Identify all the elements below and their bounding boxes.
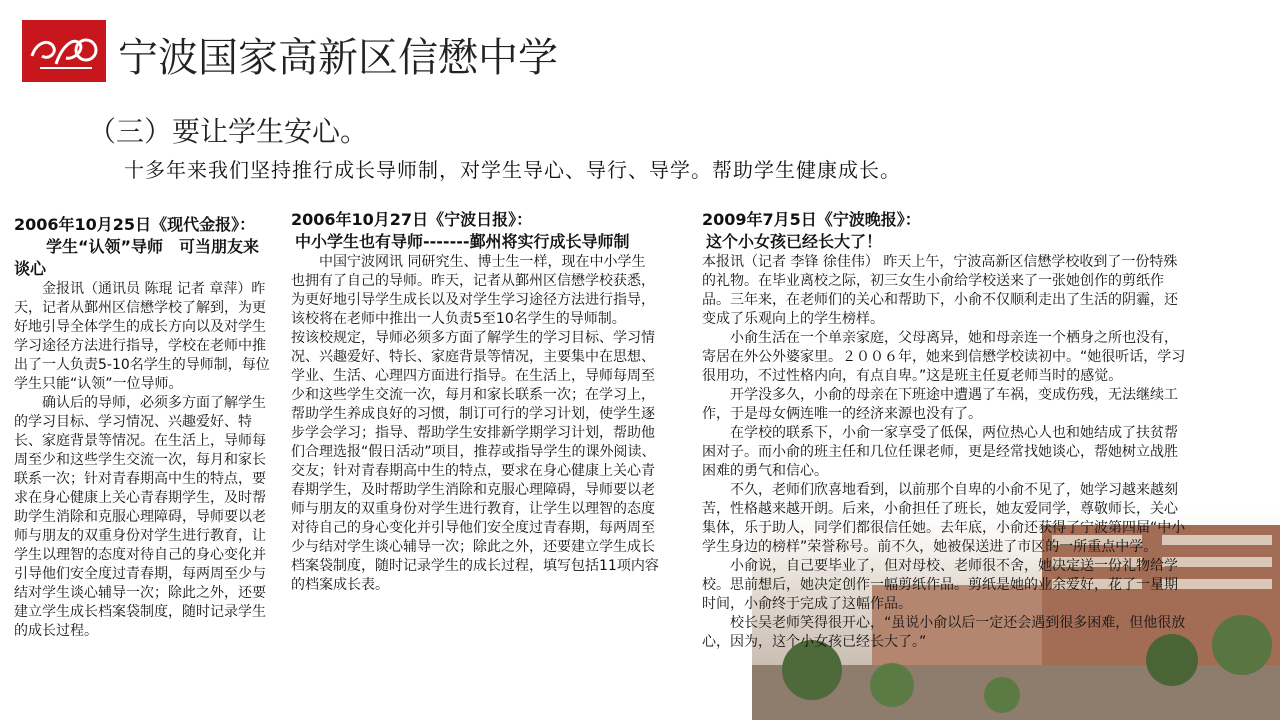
- article-xiandai-jinbao: [14, 214, 274, 720]
- section-title: （三）要让学生安心。: [88, 115, 369, 148]
- article-headline: 这个小女孩已经长大了！: [706, 232, 883, 251]
- school-name: 宁波国家高新区信懋中学: [118, 35, 558, 81]
- article-paragraph: 不久，老师们欣喜地看到，以前那个自卑的小俞不见了，她学习越来越刻苦，性格越来越开朗。后来，小俞担任了班长，她友爱同学，尊敬师长，关心集体，乐于助人，同学们都很信任她。去年底，小俞还获得了宁波第四届“中小学生身边的榜样”荣誉称号。前不久，她被保送进了市区的一所重点中学。: [702, 482, 1186, 555]
- section-subtitle: 十多年来我们坚持推行成长导师制，对学生导心、导行、导学。帮助学生健康成长。: [124, 158, 901, 182]
- article-paragraph: 小俞说，自己要毕业了，但对母校、老师很不舍，她决定送一份礼物给学校。思前想后，她决定创作一幅剪纸作品。剪纸是她的业余爱好，花了一星期时间，小俞终于完成了这幅作品。: [702, 558, 1178, 612]
- article-paragraph: 金报讯（通讯员 陈琨 记者 章萍）昨天，记者从鄞州区信懋学校了解到，为更好地引导全体学生的成长方向以及对学生学习途径方法进行指导，学校在老师中推出了一人负责5-10名学生的导师制，每位学生只能“认领”一位导师。: [14, 281, 270, 392]
- article-paragraph: 确认后的导师，必须多方面了解学生的学习目标、学习情况、兴趣爱好、特长、家庭背景等情况。在生活上，导师每周至少和这些学生交流一次，每月和家长联系一次；针对青春期高中生的特点，要求在身心健康上关心青春期学生，及时帮助学生消除和克服心理障碍，导师要以老师与朋友的双重身份对学生进行教育，让学生以理智的态度对待自己的身心变化并引导他们安全度过青春期，每两周至少与结对学生谈心辅导一次；除此之外，还要建立学生成长档案袋制度，随时记录学生的成长过程。: [14, 395, 266, 639]
- article-paragraph: 按该校规定，导师必须多方面了解学生的学习目标、学习情况、兴趣爱好、特长、家庭背景等情况，主要集中在思想、学业、生活、心理四方面进行指导。在生活上，导师每周至少和这些学生交流一次，每月和家长联系一次；在学习上，帮助学生养成良好的习惯，制订可行的学习计划，使学生逐步学会学习；指导、帮助学生安排新学期学习计划，帮助他们合理选报“假日活动”项目，推荐或指导学生的课外阅读、交友；针对青春期高中生的特点，要求在身心健康上关心青春期学生，及时帮助学生消除和克服心理障碍，导师要以老师与朋友的双重身份对学生进行教育，让学生以理智的态度对待自己的身心变化并引导他们安全度过青春期，每两周至少与结对学生谈心辅导一次；除此之外，还要建立学生成长档案袋制度，随时记录学生的成长过程，填写包括11项内容的档案成长表。: [291, 330, 659, 593]
- article-paragraph: 在学校的联系下，小俞一家享受了低保，两位热心人也和她结成了扶贫帮困对子。而小俞的班主任和几位任课老师，更是经常找她谈心，帮她树立战胜困难的勇气和信心。: [702, 425, 1178, 479]
- article-headline: 中小学生也有导师-------鄞州将实行成长导师制: [295, 232, 630, 251]
- article-source: 2009年7月5日《宁波晚报》：: [702, 210, 921, 229]
- article-paragraph: 本报讯（记者 李锋 徐佳伟） 昨天上午，宁波高新区信懋学校收到了一份特殊的礼物。在毕业离校之际，初三女生小俞给学校送来了一张她创作的剪纸作品。三年来，在老师们的关心和帮助下，小俞不仅顺利走出了生活的阴霾，还变成了乐观向上的学生榜样。: [702, 254, 1178, 327]
- article-ningbo-wanbao: [702, 209, 1190, 652]
- article-paragraph: 校长吴老师笑得很开心，“虽说小俞以后一定还会遇到很多困难，但他很放心，因为，这个小女孩已经长大了。”: [702, 615, 1186, 650]
- article-source: 2006年10月25日《现代金报》：: [14, 215, 256, 234]
- article-headline: 学生“认领”导师 可当朋友来谈心: [14, 237, 260, 278]
- article-ningbo-ribao: [291, 209, 659, 595]
- school-logo: [22, 20, 106, 82]
- article-paragraph: 中国宁波网讯 同研究生、博士生一样，现在中小学生也拥有了自己的导师。昨天，记者从鄞州区信懋学校获悉，为更好地引导学生成长以及对学生学习途径方法进行指导，该校将在老师中推出一人负责5至10名学生的导师制。: [291, 254, 655, 327]
- article-paragraph: 开学没多久，小俞的母亲在下班途中遭遇了车祸，变成伤残，无法继续工作，于是母女俩连唯一的经济来源也没有了。: [702, 387, 1178, 422]
- article-source: 2006年10月27日《宁波日报》：: [291, 210, 533, 229]
- article-paragraph: 小俞生活在一个单亲家庭，父母离异，她和母亲连一个栖身之所也没有，寄居在外公外婆家里。２００６年，她来到信懋学校读初中。“她很听话，学习很用功，不过性格内向，有点自卑。”这是班主任夏老师当时的感觉。: [702, 330, 1186, 384]
